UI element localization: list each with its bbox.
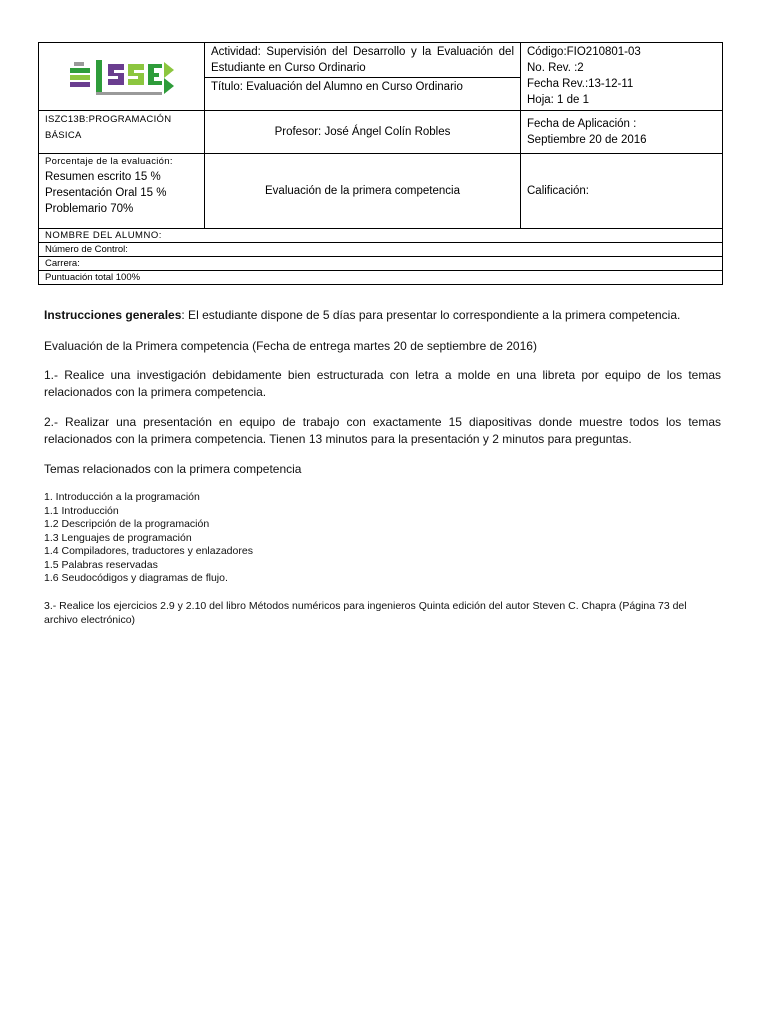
codigo: Código:FIO210801-03: [527, 46, 641, 58]
fecha-rev: Fecha Rev.:13-12-11: [527, 78, 634, 90]
fecha-aplicacion-value: Septiembre 20 de 2016: [527, 134, 647, 146]
fecha-aplicacion-label: Fecha de Aplicación :: [527, 118, 637, 130]
profesor-cell: Profesor: José Ángel Colín Robles: [205, 111, 521, 154]
list-item: 1.1 Introducción: [44, 504, 119, 517]
item-1: 1.- Realice una investigación debidamente bien estructurada con letra a molde en una libreta por equipo de los temas relacionados con la primera competencia.: [44, 368, 721, 399]
fecha-aplicacion-cell: [521, 111, 723, 154]
calificacion-cell: Calificación:: [521, 154, 723, 229]
temas-title: Temas relacionados con la primera competencia: [44, 462, 302, 476]
item-3: 3.- Realice los ejercicios 2.9 y 2.10 del libro Métodos numéricos para ingenieros Quinta edición del autor Steven C. Chapra (Página 73 del archivo electrónico): [44, 600, 687, 626]
header-table: [38, 42, 723, 285]
isse-logo: [68, 52, 176, 102]
list-item: 1. Introducción a la programación: [44, 491, 200, 503]
hoja: Hoja: 1 de 1: [527, 94, 590, 106]
instrucciones-label: Instrucciones generales: [44, 308, 182, 322]
course-code-cell: ISZC13B:PROGRAMACIÓN BÁSICA: [39, 111, 205, 154]
nombre-alumno-row: NOMBRE DEL ALUMNO:: [39, 229, 723, 243]
porcentaje-presentacion: Presentación Oral 15 %: [45, 187, 167, 199]
list-item: 1.6 Seudocódigos y diagramas de flujo.: [44, 572, 228, 584]
logo-cell: [39, 43, 205, 111]
evaluacion-title-cell: Evaluación de la primera competencia: [205, 154, 521, 229]
list-item: 1.2 Descripción de la programación: [44, 518, 210, 530]
puntuacion-total-row: Puntuación total 100%: [39, 271, 723, 285]
porcentaje-label: Porcentaje de la evaluación:: [45, 156, 173, 167]
instrucciones-paragraph: [44, 307, 721, 324]
actividad-cell: Actividad: Supervisión del Desarrollo y la Evaluación del Estudiante en Curso Ordinario: [205, 43, 521, 78]
item-2: 2.- Realizar una presentación en equipo de trabajo con exactamente 15 diapositivas donde muestre todos los temas relacionados con la primera competencia. Tienen 13 minutos para la presentación y 2 minutos para preguntas.: [44, 415, 721, 446]
numero-control-row: Número de Control:: [39, 243, 723, 257]
document-codes-cell: [521, 43, 723, 111]
porcentaje-resumen: Resumen escrito 15 %: [45, 171, 161, 183]
porcentaje-problemario: Problemario 70%: [45, 203, 134, 215]
list-item: 1.4 Compiladores, traductores y enlazadores: [44, 545, 253, 557]
list-item: 1.5 Palabras reservadas: [44, 558, 158, 571]
porcentaje-cell: [39, 154, 205, 229]
list-item: 1.3 Lenguajes de programación: [44, 531, 192, 544]
no-rev: No. Rev. :2: [527, 62, 584, 74]
titulo-cell: Título: Evaluación del Alumno en Curso Ordinario: [205, 78, 521, 111]
instrucciones-text: : El estudiante dispone de 5 días para presentar lo correspondiente a la primera competencia.: [181, 308, 681, 322]
carrera-row: Carrera:: [39, 257, 723, 271]
temas-list: [44, 491, 721, 586]
evaluacion-line: Evaluación de la Primera competencia (Fecha de entrega martes 20 de septiembre de 2016): [44, 339, 537, 353]
